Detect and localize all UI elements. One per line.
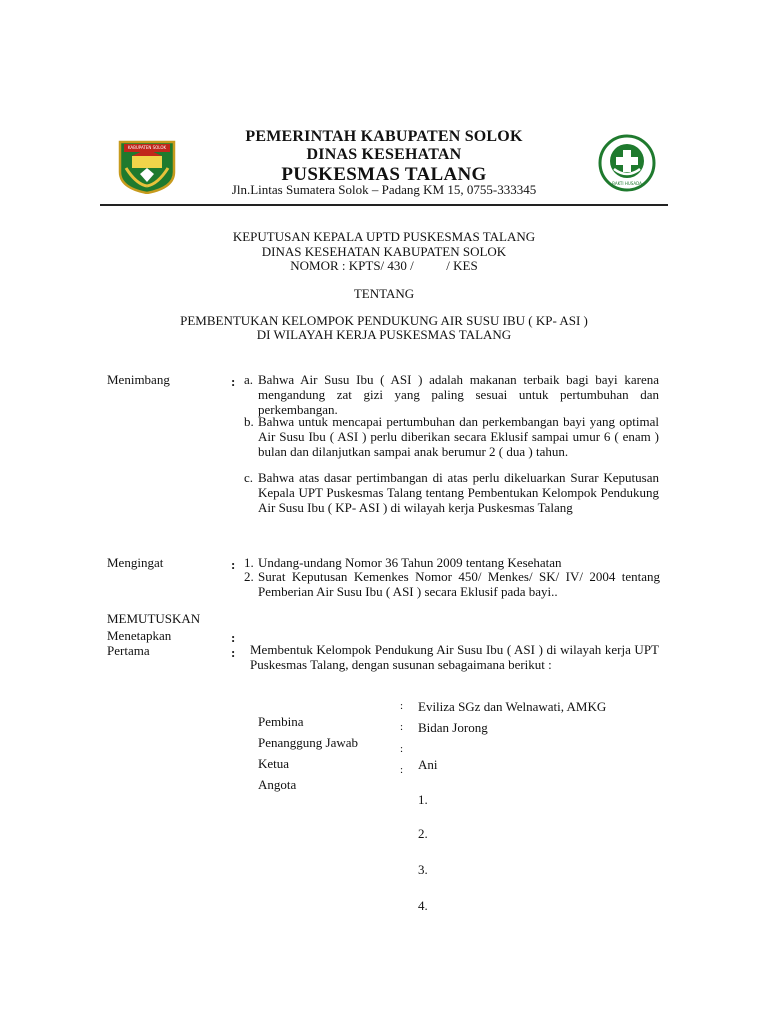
header-puskesmas: PUSKESMAS TALANG: [281, 164, 487, 185]
decree-subject-1: PEMBENTUKAN KELOMPOK PENDUKUNG AIR SUSU IBU ( KP- ASI ): [180, 313, 588, 328]
decree-title-1: KEPUTUSAN KEPALA UPTD PUSKESMAS TALANG: [232, 229, 536, 244]
decree-subject-2: DI WILAYAH KERJA PUSKESMAS TALANG: [256, 327, 512, 342]
header-divider: [100, 204, 668, 206]
menetapkan-colon: :: [231, 630, 236, 645]
menimbang-item-b: Bahwa untuk mencapai pertumbuhan dan perkembangan bayi yang optimal Air Susu Ibu ( ASI ) perlu diberikan secara Eklusif sampai umur 6 ( enam ) bulan dan dilanjutkan sampai anak berumur 2 ( dua ) tahun.: [258, 414, 659, 459]
logo-left-text: KABUPATEN SOLOK: [127, 145, 167, 150]
menimbang-colon: :: [231, 374, 236, 389]
decree-title-2: DINAS KESEHATAN KABUPATEN SOLOK: [261, 244, 507, 259]
member-3: 3.: [418, 862, 428, 877]
role-colon-2: :: [400, 721, 404, 733]
role-angota: Angota: [258, 777, 297, 792]
role-ketua: Ketua: [258, 756, 290, 771]
role-colon-3: :: [400, 743, 404, 755]
role-penanggung-jawab: Penanggung Jawab: [258, 735, 359, 750]
member-1: 1.: [418, 792, 428, 807]
menimbang-item-c: Bahwa atas dasar pertimbangan di atas perlu dikeluarkan Surar Keputusan Kepala UPT Puskesmas Talang tentang Pembentukan Kelompok Pendukung Air Susu Ibu ( KP- ASI ) di wilayah kerja Puskesmas Talang: [258, 470, 659, 515]
menimbang-marker-c: c.: [244, 470, 254, 485]
mengingat-label: Mengingat: [107, 555, 164, 570]
menimbang-item-a: Bahwa Air Susu Ibu ( ASI ) adalah makanan terbaik bagi bayi karena mengandung zat gizi yang paling sesuai untuk pertumbuhan dan perkembangan.: [258, 372, 659, 417]
header-address: Jln.Lintas Sumatera Solok – Padang KM 15, 0755-333345: [231, 182, 537, 197]
menimbang-label: Menimbang: [107, 372, 170, 387]
mengingat-item-2: Surat Keputusan Kemenkes Nomor 450/ Menkes/ SK/ IV/ 2004 tentang Pemberian Air Susu Ibu ( ASI ) secara Eklusif pada bayi..: [258, 569, 660, 599]
header-department: DINAS KESEHATAN: [306, 146, 462, 163]
header-government: PEMERINTAH KABUPATEN SOLOK: [245, 128, 523, 145]
pertama-colon: :: [231, 645, 236, 660]
role-colon-4: :: [400, 764, 404, 776]
value-pembina: Eviliza SGz dan Welnawati, AMKG: [418, 699, 607, 714]
pertama-text: Membentuk Kelompok Pendukung Air Susu Ibu ( ASI ) di wilayah kerja UPT Puskesmas Talang, dengan susunan sebagaimana berikut :: [250, 642, 659, 672]
member-4: 4.: [418, 898, 428, 913]
role-colon-1: :: [400, 700, 404, 712]
decree-number: NOMOR : KPTS/ 430 / / KES: [290, 258, 478, 273]
menimbang-marker-b: b.: [244, 414, 254, 429]
logo-right-text: BAKTI HUSADA: [612, 181, 642, 186]
menetapkan-label: Menetapkan: [107, 628, 172, 643]
decree-tentang: TENTANG: [353, 286, 415, 301]
pertama-label: Pertama: [107, 643, 150, 658]
role-pembina: Pembina: [258, 714, 304, 729]
menimbang-marker-a: a.: [244, 372, 254, 387]
value-ketua: Ani: [418, 757, 438, 772]
mengingat-colon: :: [231, 557, 236, 572]
mengingat-item-1: Undang-undang Nomor 36 Tahun 2009 tentang Kesehatan: [258, 555, 562, 570]
mengingat-marker-2: 2.: [244, 569, 254, 584]
memutuskan-label: MEMUTUSKAN: [107, 611, 201, 626]
mengingat-marker-1: 1.: [244, 555, 254, 570]
value-penanggung-jawab: Bidan Jorong: [418, 720, 488, 735]
member-2: 2.: [418, 826, 428, 841]
